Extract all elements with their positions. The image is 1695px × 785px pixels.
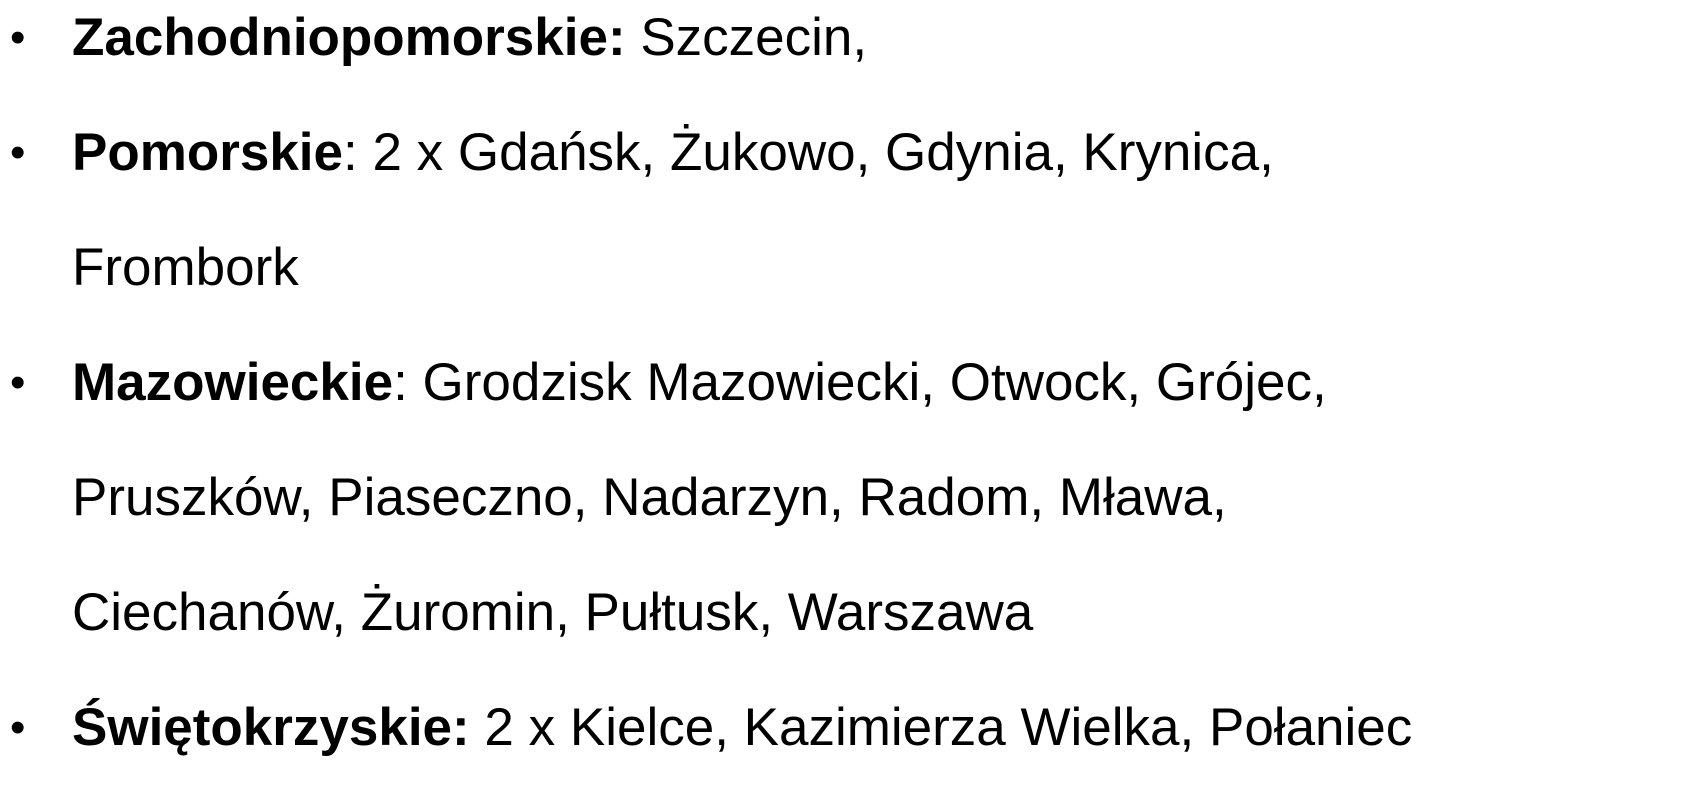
item-line xyxy=(72,325,1695,440)
list-item-zachodniopomorskie xyxy=(0,0,1695,95)
city-text: : Grodzisk Mazowiecki, Otwock, Grójec, xyxy=(393,353,1327,412)
city-text: : 2 x Gdańsk, Żukowo, Gdynia, Krynica, xyxy=(343,123,1274,182)
region-label: Świętokrzyskie: xyxy=(72,698,470,757)
item-line xyxy=(72,0,1695,95)
item-line xyxy=(72,670,1695,785)
region-label: Zachodniopomorskie: xyxy=(72,8,626,67)
city-text: 2 x Kielce, Kazimierza Wielka, Połaniec xyxy=(469,698,1413,757)
bullet-icon: • xyxy=(10,703,26,752)
bullet-icon: • xyxy=(10,13,26,62)
region-label: Mazowieckie xyxy=(72,353,394,412)
bullet-icon: • xyxy=(10,358,26,407)
city-text: Szczecin, xyxy=(625,8,868,67)
region-label: Pomorskie xyxy=(72,123,344,182)
list-item-mazowieckie xyxy=(0,325,1695,670)
item-line xyxy=(72,95,1695,210)
list-item-swietokrzyskie xyxy=(0,670,1695,785)
bullet-icon: • xyxy=(10,128,26,177)
city-text: Frombork xyxy=(72,238,299,297)
list-item-pomorskie xyxy=(0,95,1695,325)
city-text: Pruszków, Piaseczno, Nadarzyn, Radom, Mława, xyxy=(72,468,1227,527)
city-text: Ciechanów, Żuromin, Pułtusk, Warszawa xyxy=(72,583,1034,642)
